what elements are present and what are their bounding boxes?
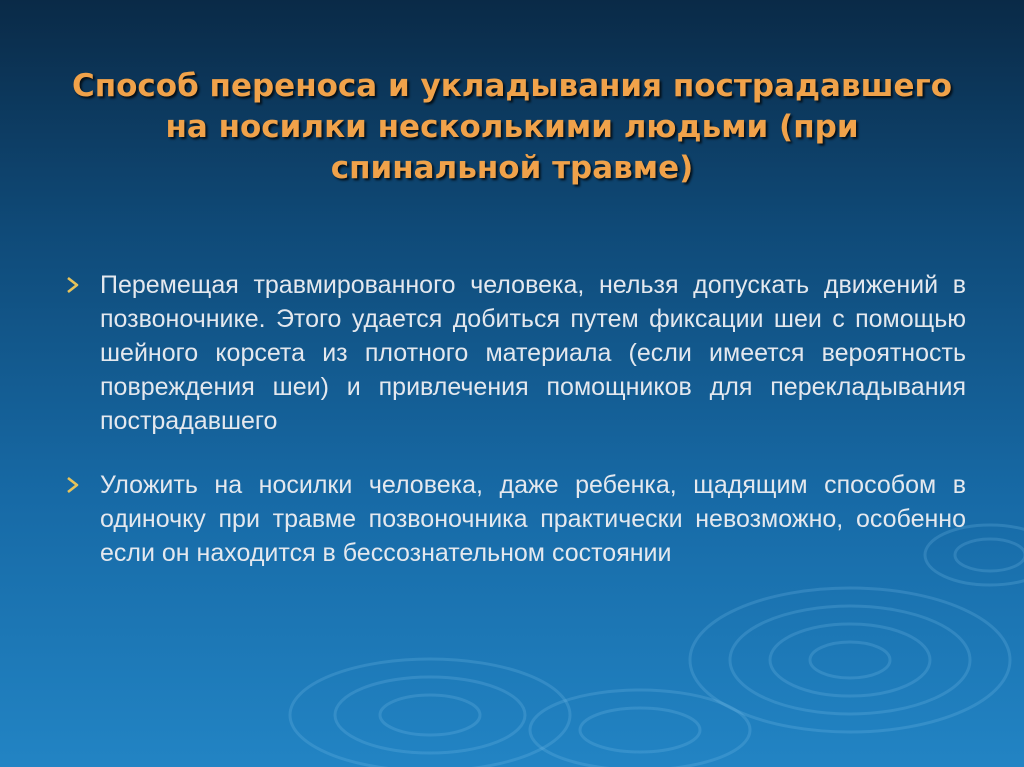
bullet-item [60,468,966,570]
chevron-arrow-icon [66,476,80,494]
bullet-item [60,268,966,438]
chevron-arrow-icon [66,276,80,294]
bullet-text: Уложить на носилки человека, даже ребенка, щадящим способом в одиночку при травме позвоночника практически невозможно, особенно если он находится в бессознательном состоянии [100,471,966,567]
bullet-list [60,268,966,600]
bullet-text: Перемещая травмированного человека, нельзя допускать движений в позвоночнике. Этого удается добиться путем фиксации шеи с помощью шейного корсета из плотного материала (если имеется вероятность повреждения шеи) и привлечения помощников для перекладывания пострадавшего [100,271,966,435]
slide-title: Способ переноса и укладывания пострадавшего на носилки несколькими людьми (при спинальной травме) [71,68,953,186]
